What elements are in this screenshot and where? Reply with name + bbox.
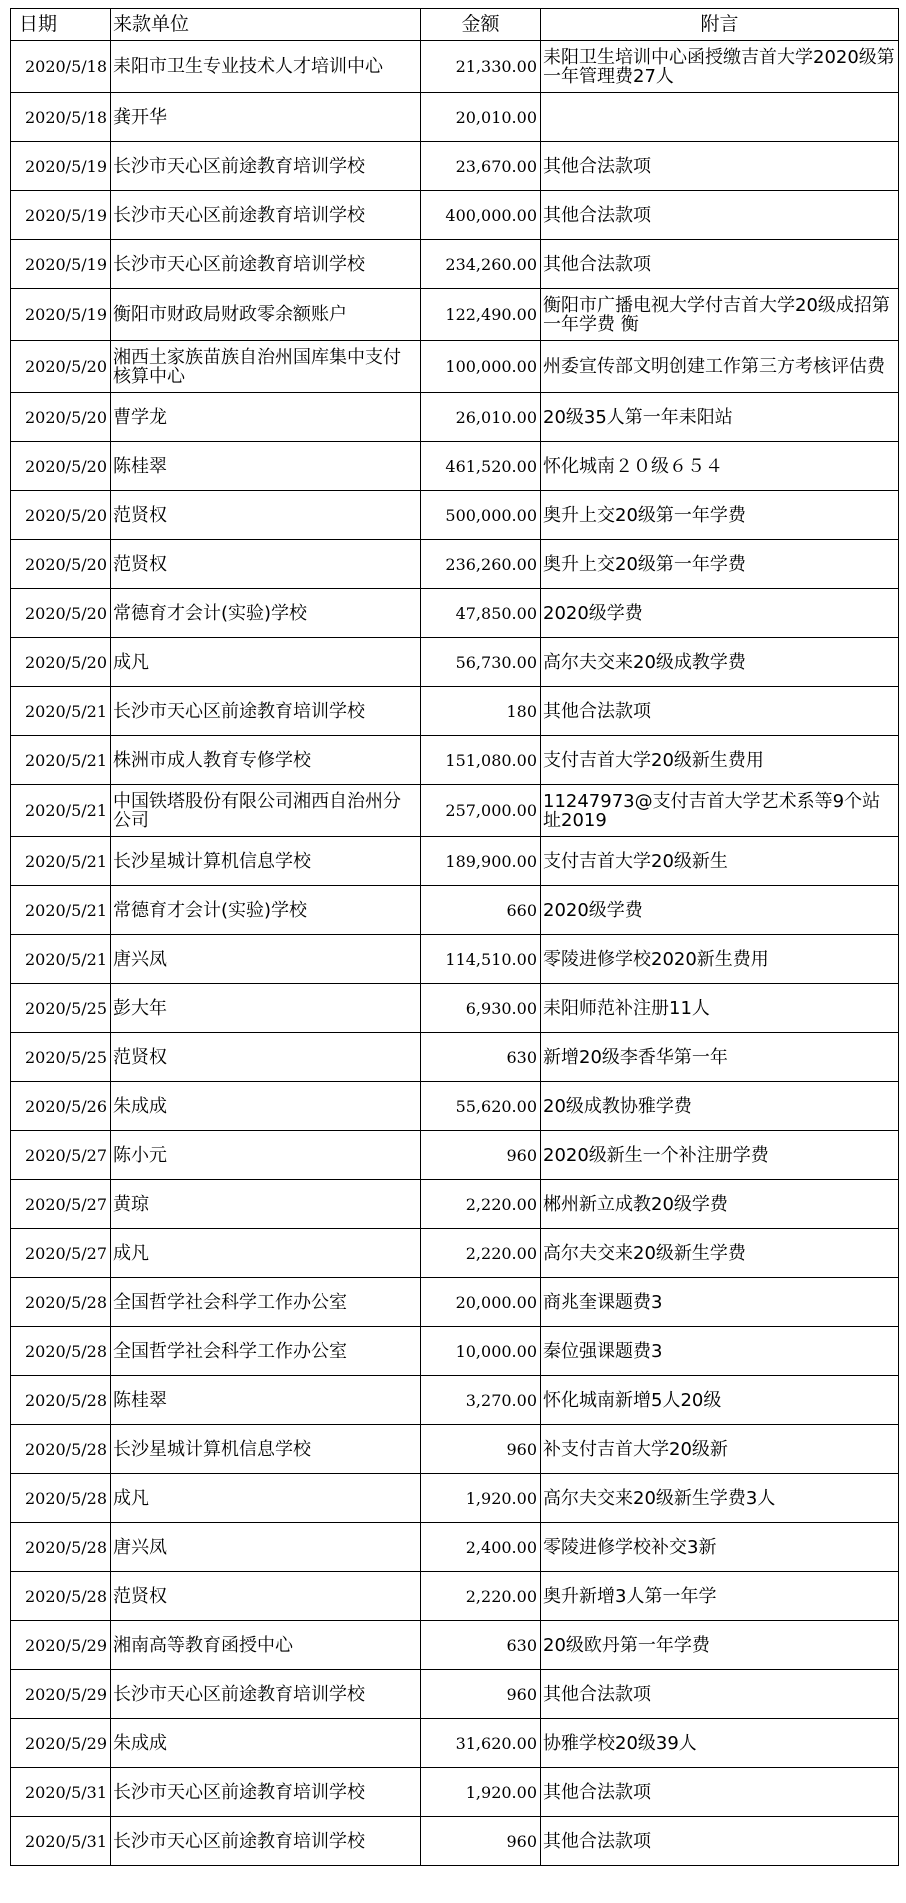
table-body	[11, 41, 899, 1866]
table-row	[11, 1033, 899, 1082]
table-row	[11, 1572, 899, 1621]
table-row	[11, 1670, 899, 1719]
cell-date: 2020/5/18	[11, 41, 111, 93]
cell-note: 耒阳卫生培训中心函授缴吉首大学2020级第一年管理费27人	[541, 41, 899, 93]
table-row	[11, 1229, 899, 1278]
payments-table	[10, 8, 899, 1866]
column-header-amount: 金额	[421, 9, 541, 41]
cell-amount: 6,930.00	[421, 984, 541, 1033]
table-row	[11, 736, 899, 785]
table-row	[11, 984, 899, 1033]
cell-note: 秦位强课题费3	[541, 1327, 899, 1376]
cell-amount: 180	[421, 687, 541, 736]
cell-payer: 长沙市天心区前途教育培训学校	[111, 191, 421, 240]
cell-amount: 461,520.00	[421, 442, 541, 491]
cell-amount: 3,270.00	[421, 1376, 541, 1425]
cell-payer: 长沙星城计算机信息学校	[111, 837, 421, 886]
table-row	[11, 393, 899, 442]
cell-amount: 2,220.00	[421, 1229, 541, 1278]
cell-note	[541, 93, 899, 142]
cell-date: 2020/5/28	[11, 1425, 111, 1474]
table-row	[11, 1082, 899, 1131]
cell-note: 高尔夫交来20级成教学费	[541, 638, 899, 687]
cell-payer: 中国铁塔股份有限公司湘西自治州分公司	[111, 785, 421, 837]
table-row	[11, 1425, 899, 1474]
table-row	[11, 589, 899, 638]
cell-note: 11247973@支付吉首大学艺术系等9个站址2019	[541, 785, 899, 837]
cell-amount: 400,000.00	[421, 191, 541, 240]
cell-payer: 长沙星城计算机信息学校	[111, 1425, 421, 1474]
cell-payer: 长沙市天心区前途教育培训学校	[111, 240, 421, 289]
cell-amount: 122,490.00	[421, 289, 541, 341]
cell-date: 2020/5/21	[11, 687, 111, 736]
cell-date: 2020/5/21	[11, 837, 111, 886]
cell-note: 其他合法款项	[541, 1817, 899, 1866]
cell-date: 2020/5/19	[11, 289, 111, 341]
cell-amount: 20,010.00	[421, 93, 541, 142]
cell-payer: 长沙市天心区前途教育培训学校	[111, 142, 421, 191]
cell-payer: 成凡	[111, 1474, 421, 1523]
cell-date: 2020/5/28	[11, 1572, 111, 1621]
cell-note: 州委宣传部文明创建工作第三方考核评估费	[541, 341, 899, 393]
cell-amount: 660	[421, 886, 541, 935]
cell-payer: 陈小元	[111, 1131, 421, 1180]
table-row	[11, 785, 899, 837]
table-row	[11, 886, 899, 935]
cell-payer: 范贤权	[111, 1033, 421, 1082]
cell-date: 2020/5/19	[11, 142, 111, 191]
cell-amount: 31,620.00	[421, 1719, 541, 1768]
cell-payer: 湘西土家族苗族自治州国库集中支付核算中心	[111, 341, 421, 393]
cell-payer: 范贤权	[111, 491, 421, 540]
cell-payer: 黄琼	[111, 1180, 421, 1229]
cell-note: 怀化城南２０级６５４	[541, 442, 899, 491]
cell-date: 2020/5/20	[11, 540, 111, 589]
cell-note: 其他合法款项	[541, 142, 899, 191]
cell-note: 20级成教协雅学费	[541, 1082, 899, 1131]
cell-date: 2020/5/31	[11, 1817, 111, 1866]
cell-note: 奥升新增3人第一年学	[541, 1572, 899, 1621]
cell-date: 2020/5/19	[11, 191, 111, 240]
cell-date: 2020/5/18	[11, 93, 111, 142]
cell-date: 2020/5/21	[11, 935, 111, 984]
cell-note: 支付吉首大学20级新生	[541, 837, 899, 886]
table-row	[11, 1376, 899, 1425]
cell-payer: 株洲市成人教育专修学校	[111, 736, 421, 785]
cell-payer: 常德育才会计(实验)学校	[111, 886, 421, 935]
table-row	[11, 1817, 899, 1866]
header-row	[11, 9, 899, 41]
cell-note: 高尔夫交来20级新生学费3人	[541, 1474, 899, 1523]
cell-amount: 500,000.00	[421, 491, 541, 540]
cell-payer: 常德育才会计(实验)学校	[111, 589, 421, 638]
cell-amount: 189,900.00	[421, 837, 541, 886]
cell-note: 奥升上交20级第一年学费	[541, 491, 899, 540]
cell-amount: 2,220.00	[421, 1180, 541, 1229]
cell-note: 补支付吉首大学20级新	[541, 1425, 899, 1474]
table-row	[11, 1523, 899, 1572]
cell-amount: 960	[421, 1425, 541, 1474]
cell-note: 耒阳师范补注册11人	[541, 984, 899, 1033]
cell-note: 2020级新生一个补注册学费	[541, 1131, 899, 1180]
cell-amount: 236,260.00	[421, 540, 541, 589]
cell-payer: 长沙市天心区前途教育培训学校	[111, 1670, 421, 1719]
column-header-date: 日期	[11, 9, 111, 41]
payments-sheet	[10, 8, 898, 1866]
cell-payer: 唐兴凤	[111, 935, 421, 984]
cell-amount: 960	[421, 1817, 541, 1866]
cell-date: 2020/5/20	[11, 491, 111, 540]
cell-date: 2020/5/29	[11, 1621, 111, 1670]
cell-note: 怀化城南新增5人20级	[541, 1376, 899, 1425]
table-row	[11, 1621, 899, 1670]
cell-date: 2020/5/28	[11, 1376, 111, 1425]
table-row	[11, 1131, 899, 1180]
table-row	[11, 1768, 899, 1817]
cell-note: 协雅学校20级39人	[541, 1719, 899, 1768]
cell-payer: 曹学龙	[111, 393, 421, 442]
table-row	[11, 289, 899, 341]
cell-payer: 范贤权	[111, 1572, 421, 1621]
cell-payer: 衡阳市财政局财政零余额账户	[111, 289, 421, 341]
cell-amount: 2,220.00	[421, 1572, 541, 1621]
cell-date: 2020/5/28	[11, 1327, 111, 1376]
cell-date: 2020/5/29	[11, 1670, 111, 1719]
cell-payer: 长沙市天心区前途教育培训学校	[111, 1768, 421, 1817]
cell-date: 2020/5/21	[11, 886, 111, 935]
cell-date: 2020/5/20	[11, 442, 111, 491]
table-row	[11, 837, 899, 886]
cell-amount: 234,260.00	[421, 240, 541, 289]
cell-date: 2020/5/25	[11, 1033, 111, 1082]
table-row	[11, 1278, 899, 1327]
cell-date: 2020/5/29	[11, 1719, 111, 1768]
cell-amount: 960	[421, 1670, 541, 1719]
cell-payer: 全国哲学社会科学工作办公室	[111, 1327, 421, 1376]
column-header-note: 附言	[541, 9, 899, 41]
table-row	[11, 341, 899, 393]
cell-amount: 257,000.00	[421, 785, 541, 837]
cell-date: 2020/5/25	[11, 984, 111, 1033]
cell-date: 2020/5/21	[11, 785, 111, 837]
cell-payer: 陈桂翠	[111, 442, 421, 491]
cell-amount: 21,330.00	[421, 41, 541, 93]
cell-payer: 唐兴凤	[111, 1523, 421, 1572]
cell-date: 2020/5/20	[11, 393, 111, 442]
cell-amount: 26,010.00	[421, 393, 541, 442]
cell-note: 商兆奎课题费3	[541, 1278, 899, 1327]
cell-payer: 龚开华	[111, 93, 421, 142]
cell-date: 2020/5/28	[11, 1523, 111, 1572]
cell-note: 20级35人第一年耒阳站	[541, 393, 899, 442]
cell-date: 2020/5/28	[11, 1474, 111, 1523]
cell-amount: 10,000.00	[421, 1327, 541, 1376]
table-row	[11, 240, 899, 289]
cell-amount: 1,920.00	[421, 1474, 541, 1523]
cell-date: 2020/5/27	[11, 1229, 111, 1278]
cell-amount: 100,000.00	[421, 341, 541, 393]
cell-date: 2020/5/26	[11, 1082, 111, 1131]
cell-payer: 成凡	[111, 638, 421, 687]
cell-note: 衡阳市广播电视大学付吉首大学20级成招第一年学费 衡	[541, 289, 899, 341]
cell-note: 其他合法款项	[541, 191, 899, 240]
cell-amount: 23,670.00	[421, 142, 541, 191]
cell-payer: 长沙市天心区前途教育培训学校	[111, 687, 421, 736]
cell-note: 高尔夫交来20级新生学费	[541, 1229, 899, 1278]
table-row	[11, 638, 899, 687]
cell-date: 2020/5/27	[11, 1180, 111, 1229]
cell-date: 2020/5/20	[11, 341, 111, 393]
cell-amount: 2,400.00	[421, 1523, 541, 1572]
cell-date: 2020/5/20	[11, 638, 111, 687]
cell-payer: 耒阳市卫生专业技术人才培训中心	[111, 41, 421, 93]
cell-payer: 范贤权	[111, 540, 421, 589]
table-row	[11, 1180, 899, 1229]
cell-payer: 朱成成	[111, 1082, 421, 1131]
column-header-payer: 来款单位	[111, 9, 421, 41]
table-row	[11, 191, 899, 240]
cell-date: 2020/5/19	[11, 240, 111, 289]
cell-payer: 彭大年	[111, 984, 421, 1033]
cell-payer: 成凡	[111, 1229, 421, 1278]
cell-amount: 56,730.00	[421, 638, 541, 687]
table-row	[11, 41, 899, 93]
cell-note: 其他合法款项	[541, 240, 899, 289]
cell-amount: 630	[421, 1033, 541, 1082]
cell-payer: 陈桂翠	[111, 1376, 421, 1425]
cell-note: 其他合法款项	[541, 1670, 899, 1719]
table-row	[11, 687, 899, 736]
cell-note: 其他合法款项	[541, 687, 899, 736]
cell-amount: 55,620.00	[421, 1082, 541, 1131]
cell-note: 2020级学费	[541, 589, 899, 638]
cell-amount: 20,000.00	[421, 1278, 541, 1327]
cell-note: 零陵进修学校补交3新	[541, 1523, 899, 1572]
cell-payer: 湘南高等教育函授中心	[111, 1621, 421, 1670]
table-row	[11, 142, 899, 191]
cell-amount: 1,920.00	[421, 1768, 541, 1817]
table-row	[11, 935, 899, 984]
table-row	[11, 540, 899, 589]
table-row	[11, 1719, 899, 1768]
cell-payer: 长沙市天心区前途教育培训学校	[111, 1817, 421, 1866]
cell-date: 2020/5/20	[11, 589, 111, 638]
cell-note: 新增20级李香华第一年	[541, 1033, 899, 1082]
cell-note: 郴州新立成教20级学费	[541, 1180, 899, 1229]
cell-payer: 全国哲学社会科学工作办公室	[111, 1278, 421, 1327]
table-row	[11, 491, 899, 540]
table-row	[11, 1474, 899, 1523]
cell-note: 奥升上交20级第一年学费	[541, 540, 899, 589]
cell-note: 2020级学费	[541, 886, 899, 935]
cell-date: 2020/5/28	[11, 1278, 111, 1327]
table-row	[11, 1327, 899, 1376]
cell-amount: 960	[421, 1131, 541, 1180]
cell-date: 2020/5/21	[11, 736, 111, 785]
cell-note: 20级欧丹第一年学费	[541, 1621, 899, 1670]
cell-date: 2020/5/27	[11, 1131, 111, 1180]
table-row	[11, 442, 899, 491]
cell-amount: 114,510.00	[421, 935, 541, 984]
cell-amount: 630	[421, 1621, 541, 1670]
cell-date: 2020/5/31	[11, 1768, 111, 1817]
cell-payer: 朱成成	[111, 1719, 421, 1768]
cell-amount: 151,080.00	[421, 736, 541, 785]
cell-note: 支付吉首大学20级新生费用	[541, 736, 899, 785]
cell-note: 其他合法款项	[541, 1768, 899, 1817]
cell-note: 零陵进修学校2020新生费用	[541, 935, 899, 984]
cell-amount: 47,850.00	[421, 589, 541, 638]
table-row	[11, 93, 899, 142]
